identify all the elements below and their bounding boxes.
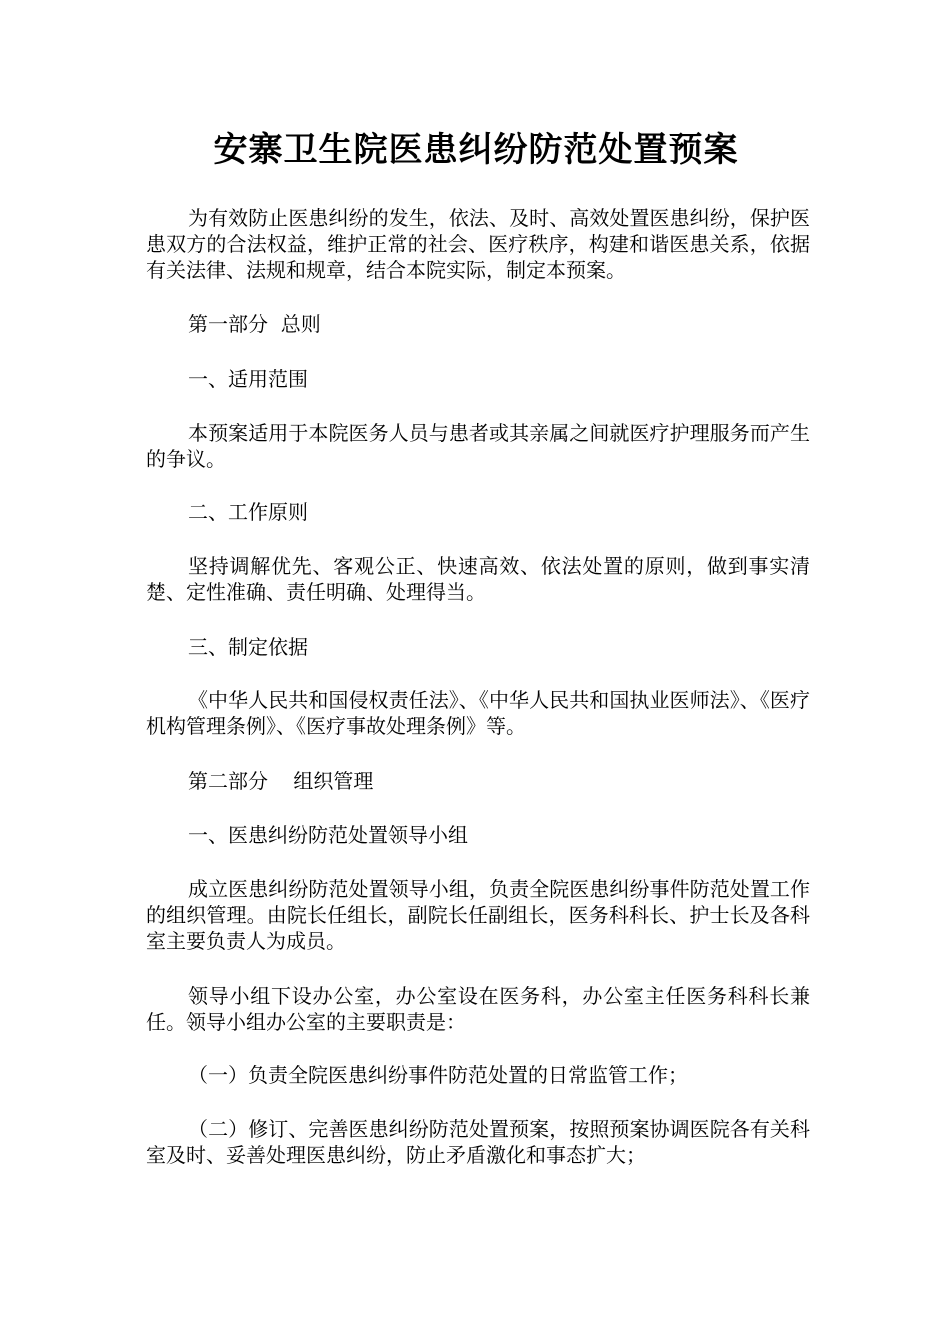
section-principles-heading: 二、工作原则 <box>188 500 308 524</box>
document-title: 安寨卫生院医患纠纷防范处置预案 <box>213 130 739 170</box>
duty-item-1: （一）负责全院医患纠纷事件防范处置的日常监管工作； <box>188 1063 688 1087</box>
part-one-heading: 第一部分 总则 <box>188 312 321 336</box>
duty-item-2: （二）修订、完善医患纠纷防范处置预案，按照预案协调医院各有关科室及时、妥善处理医患纠纷，防止矛盾激化和事态扩大； <box>146 1117 810 1167</box>
section-scope-heading: 一、适用范围 <box>188 367 308 391</box>
intro-paragraph: 为有效防止医患纠纷的发生，依法、及时、高效处置医患纠纷，保护医患双方的合法权益，维护正常的社会、医疗秩序，构建和谐医患关系，依据有关法律、法规和规章，结合本院实际，制定本预案。 <box>146 206 810 282</box>
part-two-heading: 第二部分 组织管理 <box>188 769 374 793</box>
section-basis-text: 《中华人民共和国侵权责任法》、《中华人民共和国执业医师法》、《医疗机构管理条例》、《医疗事故处理条例》等。 <box>146 688 810 738</box>
leadership-group-text: 成立医患纠纷防范处置领导小组，负责全院医患纠纷事件防范处置工作的组织管理。由院长任组长，副院长任副组长，医务科科长、护士长及各科室主要负责人为成员。 <box>146 877 810 953</box>
leadership-group-heading: 一、医患纠纷防范处置领导小组 <box>188 823 468 847</box>
section-basis-heading: 三、制定依据 <box>188 635 308 659</box>
section-principles-text: 坚持调解优先、客观公正、快速高效、依法处置的原则，做到事实清楚、定性准确、责任明确、处理得当。 <box>146 554 810 604</box>
office-duties-intro: 领导小组下设办公室，办公室设在医务科，办公室主任医务科科长兼任。领导小组办公室的主要职责是： <box>146 984 810 1034</box>
section-scope-text: 本预案适用于本院医务人员与患者或其亲属之间就医疗护理服务而产生的争议。 <box>146 421 810 471</box>
